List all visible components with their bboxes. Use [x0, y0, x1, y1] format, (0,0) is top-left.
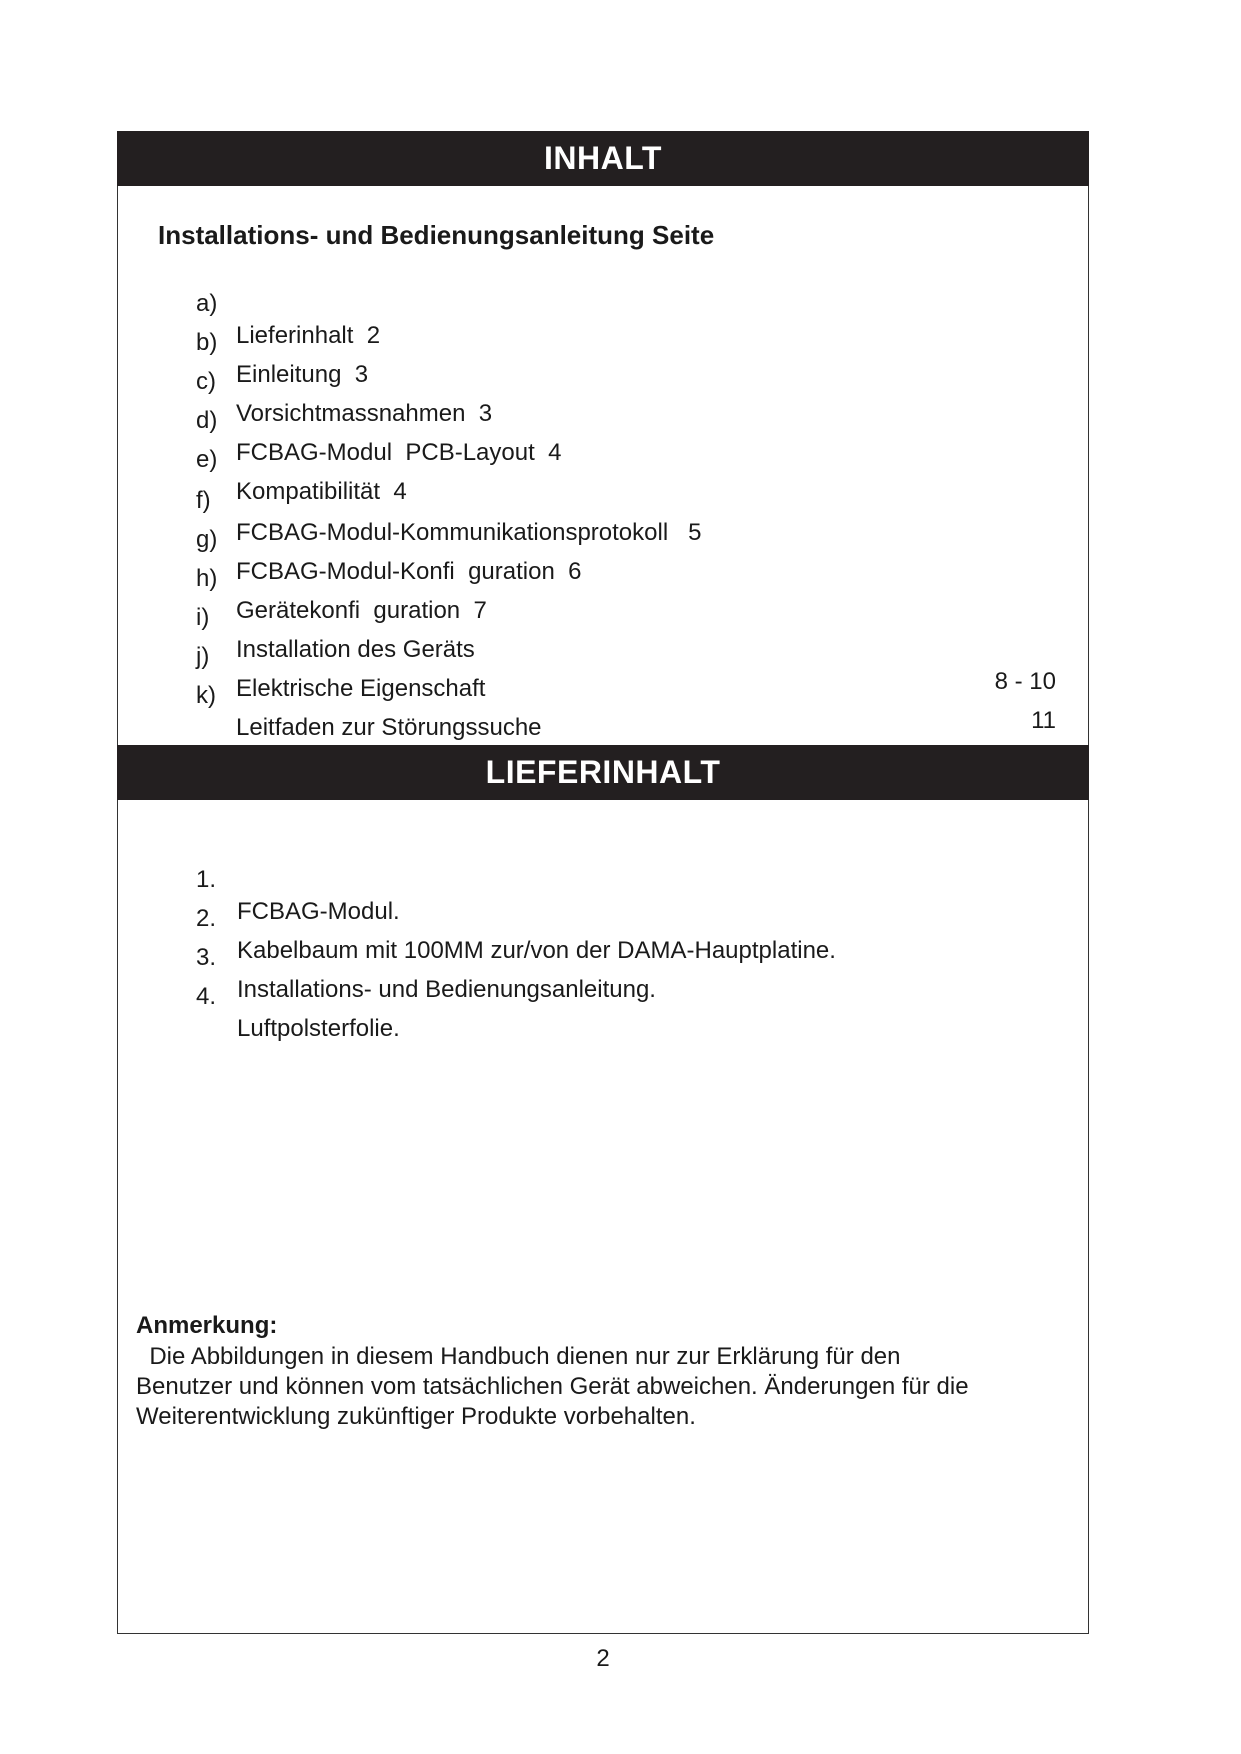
toc-heading: Installations- und Bedienungsanleitung Seite	[158, 220, 715, 250]
toc-item-title: Installation des Geräts	[236, 636, 475, 663]
note-body	[136, 1342, 1036, 1432]
toc-item-title: Leitfaden zur Störungssuche	[236, 714, 542, 741]
note-line: Die Abbildungen in diesem Handbuch dienen nur zur Erklärung für den	[136, 1343, 901, 1370]
toc-item-letter: f)	[196, 487, 211, 514]
toc-item	[196, 256, 1056, 349]
toc-banner-title: INHALT	[544, 140, 662, 176]
toc-item-letter: k)	[196, 682, 216, 709]
toc-item-title: Lieferinhalt 2	[236, 322, 381, 349]
toc-item-page: 8 - 10	[994, 668, 1056, 695]
toc-item-letter: i)	[196, 604, 210, 631]
toc-item-page: 11	[1031, 707, 1056, 734]
toc-item-letter: e)	[196, 446, 218, 473]
page-frame	[117, 131, 1089, 1634]
toc-item-title: Gerätekonfi guration 7	[236, 597, 487, 624]
note-line: Weiterentwicklung zukünftiger Produkte vorbehalten.	[136, 1403, 696, 1430]
list-item-text: Installations- und Bedienungsanleitung.	[237, 976, 656, 1003]
list-item	[196, 949, 400, 1077]
toc-item-title: Kompatibilität 4	[236, 478, 407, 505]
toc-item-letter: b)	[196, 329, 218, 356]
toc-item-title: FCBAG-Modul-Konfi guration 6	[236, 558, 582, 585]
toc-item-title: FCBAG-Modul PCB-Layout 4	[236, 439, 562, 466]
contents-banner-title: LIEFERINHALT	[485, 754, 721, 790]
list-item-number: 2.	[196, 905, 217, 932]
page-number: 2	[596, 1645, 610, 1672]
toc-item-letter: g)	[196, 526, 218, 553]
list-item-text: FCBAG-Modul.	[237, 898, 400, 925]
list-item-text: Luftpolsterfolie.	[237, 1015, 400, 1042]
list-item-number: 3.	[196, 944, 217, 971]
toc-banner	[117, 131, 1089, 186]
list-item-number: 4.	[196, 983, 217, 1010]
toc-item-title: FCBAG-Modul-Kommunikationsprotokoll 5	[236, 519, 702, 546]
toc-item-letter: d)	[196, 407, 218, 434]
toc-item-title: Vorsichtmassnahmen 3	[236, 400, 493, 427]
note-heading: Anmerkung:	[136, 1312, 278, 1339]
list-item-text: Kabelbaum mit 100MM zur/von der DAMA-Hauptplatine.	[237, 937, 836, 964]
toc-item-letter: h)	[196, 565, 218, 592]
toc-item-letter: j)	[196, 643, 210, 670]
toc-item-letter: c)	[196, 368, 216, 395]
contents-banner	[117, 745, 1089, 800]
toc-item-title: Elektrische Eigenschaft	[236, 675, 486, 702]
toc-item-title: Einleitung 3	[236, 361, 369, 388]
toc-item-letter: a)	[196, 290, 218, 317]
list-item-number: 1.	[196, 866, 217, 893]
note-line: Benutzer und können vom tatsächlichen Gerät abweichen. Änderungen für die	[136, 1373, 969, 1400]
